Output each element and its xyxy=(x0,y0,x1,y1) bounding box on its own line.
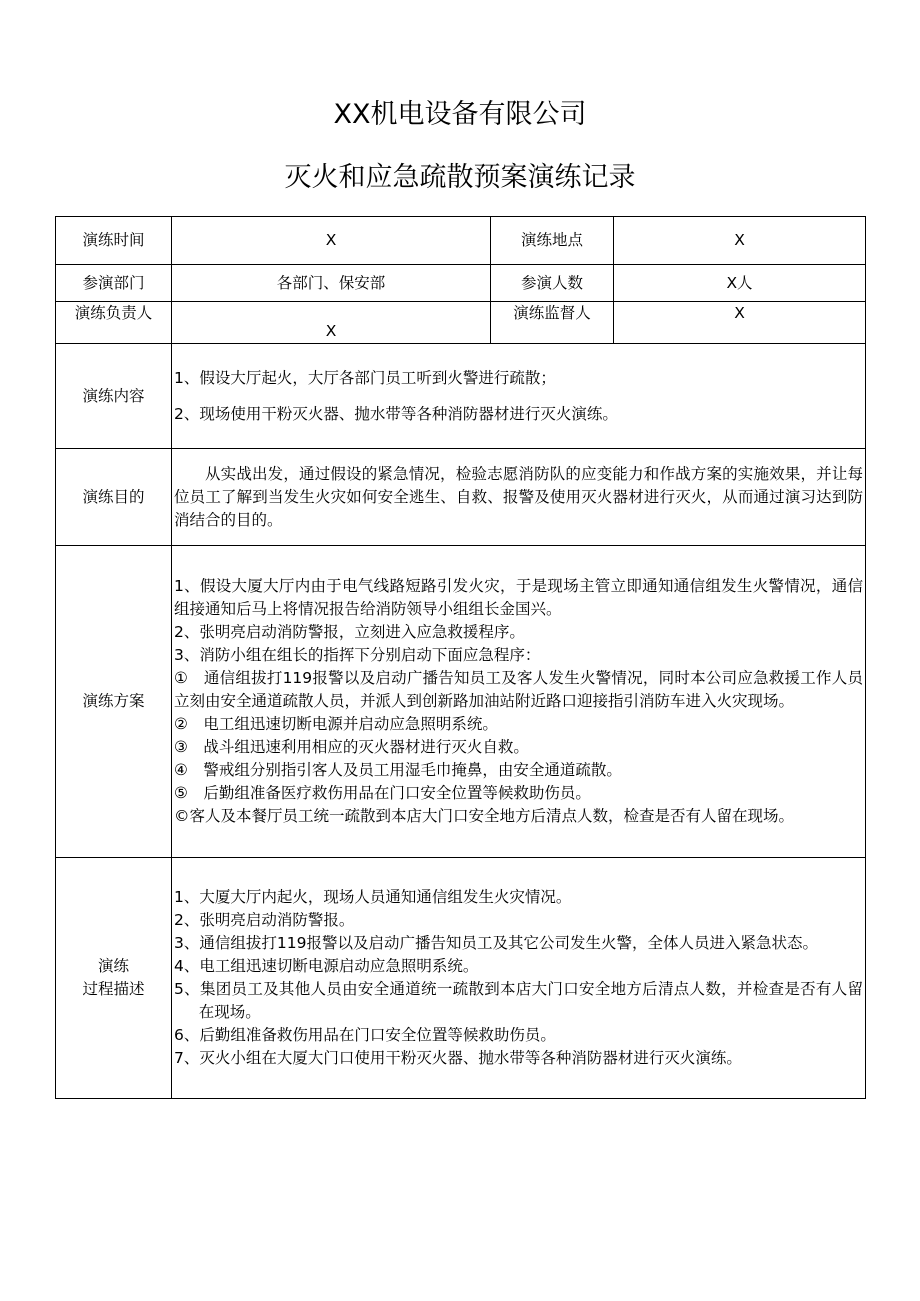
process-item: 3、通信组拔打119报警以及启动广播告知员工及其它公司发生火警，全体人员进入紧急状态。 xyxy=(174,934,818,952)
row-drill-time xyxy=(56,217,866,265)
process-label-line2: 过程描述 xyxy=(82,980,145,998)
process-item: 1、大厦大厅内起火，现场人员通知通信组发生火灾情况。 xyxy=(174,888,572,906)
process-item: 6、后勤组准备救伤用品在门口安全位置等候救助伤员。 xyxy=(174,1026,556,1044)
participant-count-value: X人 xyxy=(614,265,866,302)
process-label-line1: 演练 xyxy=(97,957,129,975)
plan-item: ① 通信组拔打119报警以及启动广播告知员工及客人发生火警情况，同时本公司应急救援工作人员立刻由安全通道疏散人员，并派人到创新路加油站附近路口迎接指引消防车进入火灾现场。 xyxy=(174,669,863,710)
plan-item: ⑤ 后勤组准备医疗救伤用品在门口安全位置等候救助伤员。 xyxy=(174,784,591,802)
participating-dept-label: 参演部门 xyxy=(56,265,172,302)
drill-location-label: 演练地点 xyxy=(491,217,614,265)
company-title: XX机电设备有限公司 xyxy=(333,99,587,130)
purpose-text: 从实战出发，通过假设的紧急情况，检验志愿消防队的应变能力和作战方案的实施效果，并让每位员工了解到当发生火灾如何安全逃生、自救、报警及使用灭火器材进行灭火，从而通过演习达到防消结合的目的。 xyxy=(174,464,863,529)
drill-content-body xyxy=(172,344,866,449)
participant-count-label: 参演人数 xyxy=(491,265,614,302)
plan-item: ③ 战斗组迅速利用相应的灭火器材进行灭火自救。 xyxy=(174,738,529,756)
row-drill-process xyxy=(56,858,866,1099)
plan-item: ④ 警戒组分别指引客人及员工用湿毛巾掩鼻，由安全通道疏散。 xyxy=(174,761,622,779)
drill-leader-label: 演练负责人 xyxy=(56,302,172,344)
drill-purpose-label: 演练目的 xyxy=(56,449,172,546)
drill-location-value: X xyxy=(614,217,866,265)
drill-time-label: 演练时间 xyxy=(56,217,172,265)
process-item: 4、电工组迅速切断电源启动应急照明系统。 xyxy=(174,957,479,975)
drill-leader-value: X xyxy=(172,302,491,344)
plan-item: 2、张明亮启动消防警报，立刻进入应急救援程序。 xyxy=(174,623,525,641)
row-drill-purpose xyxy=(56,449,866,546)
participating-dept-value: 各部门、保安部 xyxy=(172,265,491,302)
row-drill-plan xyxy=(56,546,866,858)
document-title: 灭火和应急疏散预案演练记录 xyxy=(284,162,636,193)
process-item: 5、集团员工及其他人员由安全通道统一疏散到本店大门口安全地方后清点人数，并检查是否有人留在现场。 xyxy=(174,980,863,1021)
drill-purpose-body xyxy=(172,449,866,546)
drill-supervisor-value: X xyxy=(614,302,866,344)
row-participants xyxy=(56,265,866,302)
drill-record-table xyxy=(55,216,866,1099)
process-item: 7、灭火小组在大厦大门口使用干粉灭火器、抛水带等各种消防器材进行灭火演练。 xyxy=(174,1049,742,1067)
content-item: 2、现场使用干粉灭火器、抛水带等各种消防器材进行灭火演练。 xyxy=(174,405,618,423)
plan-item: 3、消防小组在组长的指挥下分别启动下面应急程序： xyxy=(174,646,541,664)
row-drill-content xyxy=(56,344,866,449)
drill-supervisor-label: 演练监督人 xyxy=(491,302,614,344)
drill-plan-label: 演练方案 xyxy=(56,546,172,858)
content-item: 1、假设大厅起火，大厅各部门员工听到火警进行疏散； xyxy=(174,369,556,387)
drill-time-value: X xyxy=(172,217,491,265)
drill-process-body xyxy=(172,858,866,1099)
drill-process-label xyxy=(56,858,172,1099)
plan-item: ② 电工组迅速切断电源并启动应急照明系统。 xyxy=(174,715,498,733)
drill-plan-body xyxy=(172,546,866,858)
plan-item: ©客人及本餐厅员工统一疏散到本店大门口安全地方后清点人数，检查是否有人留在现场。 xyxy=(174,807,795,825)
drill-content-label: 演练内容 xyxy=(56,344,172,449)
plan-item: 1、假设大厦大厅内由于电气线路短路引发火灾，于是现场主管立即通知通信组发生火警情况，通信组接通知后马上将情况报告给消防领导小组组长金国兴。 xyxy=(174,577,863,618)
row-responsible xyxy=(56,302,866,344)
process-item: 2、张明亮启动消防警报。 xyxy=(174,911,355,929)
